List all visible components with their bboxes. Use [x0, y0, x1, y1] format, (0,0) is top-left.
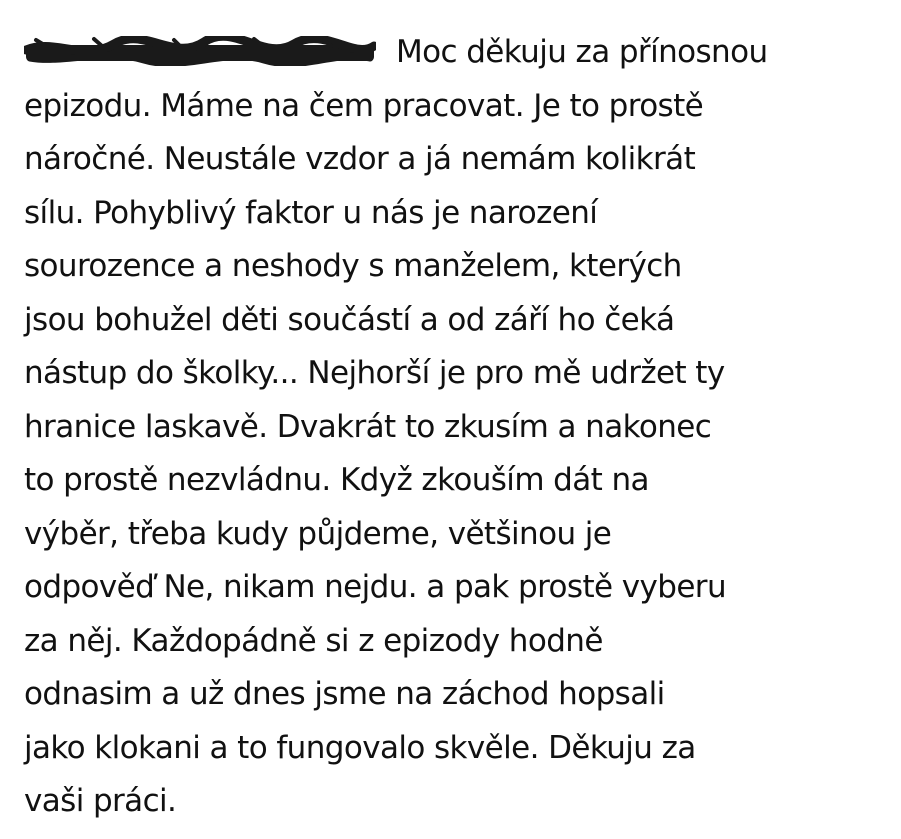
- comment-text-line: vaši práci.: [24, 783, 177, 819]
- comment-text-line: jako klokani a to fungovalo skvěle. Děkuju za: [24, 729, 696, 766]
- comment-body: [24, 26, 894, 829]
- comment-text-line: jsou bohužel děti součástí a od září ho čeká: [24, 301, 675, 338]
- comment-text-line: za něj. Každopádně si z epizody hodně: [24, 622, 603, 659]
- comment-text-line: to prostě nezvládnu. Když zkouším dát na: [24, 462, 649, 498]
- comment-text-line: sílu. Pohyblivý faktor u nás je narození: [24, 194, 598, 231]
- comment-text-line: hranice laskavě. Dvakrát to zkusím a nakonec: [24, 408, 712, 445]
- comment-text-line: náročné. Neustále vzdor a já nemám kolikrát: [24, 141, 696, 177]
- comment-text-line: epizodu. Máme na čem pracovat. Je to prostě: [24, 87, 704, 124]
- redaction-scribble-icon: [24, 36, 376, 66]
- comment-text-line: odpověď Ne, nikam nejdu. a pak prostě vyberu: [24, 569, 726, 605]
- comment-text-line: nástup do školky... Nejhorší je pro mě udržet ty: [24, 355, 725, 391]
- comment-line-1: [24, 26, 894, 80]
- comment-text-line: odnasim a už dnes jsme na záchod hopsali: [24, 676, 665, 712]
- comment-text-line: sourozence a neshody s manželem, kterých: [24, 248, 682, 284]
- comment-text-line: Moc děkuju za přínosnou: [396, 34, 768, 70]
- author-name-redacted: [24, 36, 376, 66]
- comment-text-line: výběr, třeba kudy půjdeme, většinou je: [24, 515, 612, 552]
